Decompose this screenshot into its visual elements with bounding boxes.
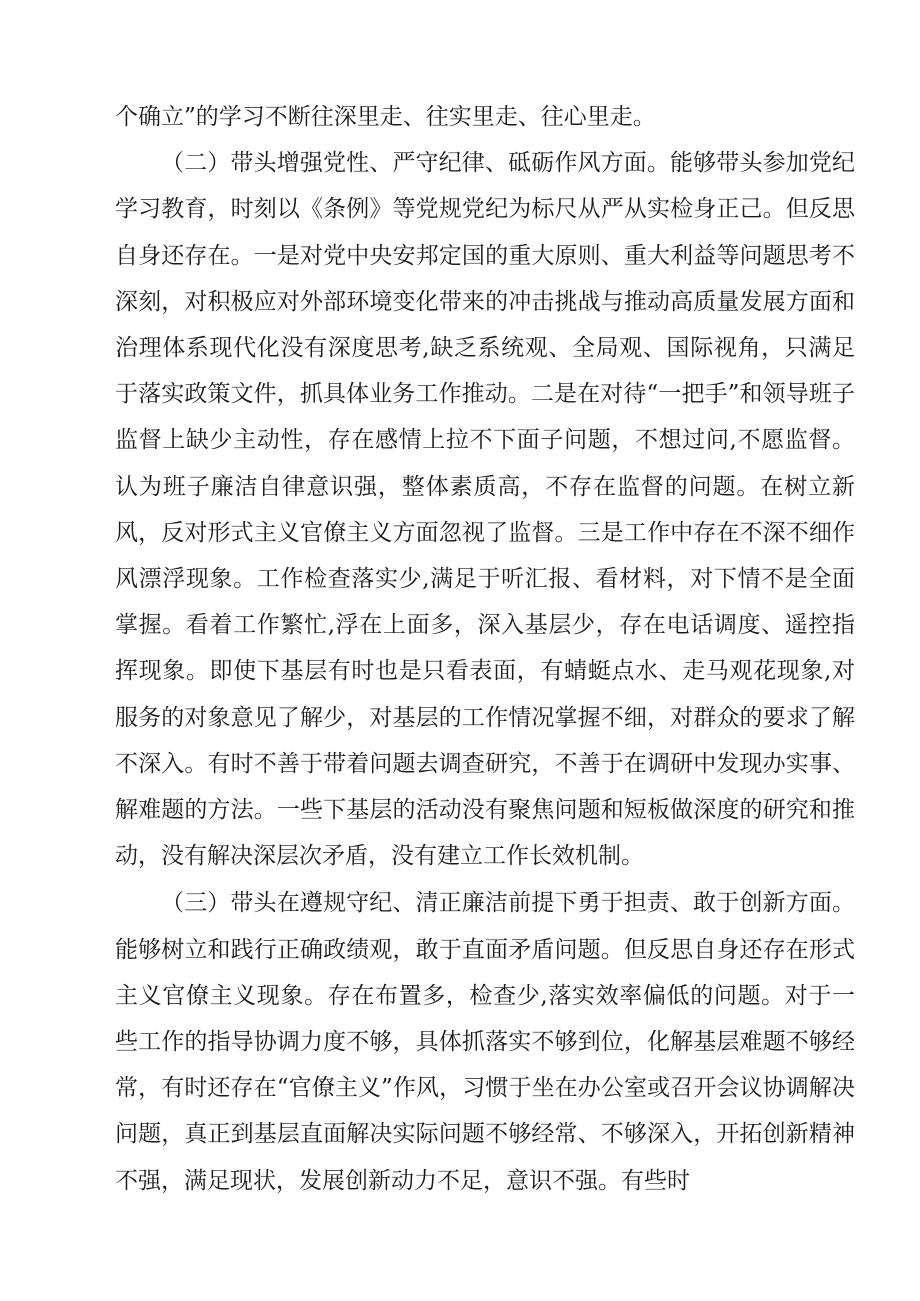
paragraph-continuation: 个确立”的学习不断往深里走、往实里走、往心里走。: [115, 104, 656, 130]
paragraph-section-three: （三）带头在遵规守纪、清正廉洁前提下勇于担责、敢于创新方面。能够树立和践行正确政绩观，敢于直面矛盾问题。但反思自身还存在形式主义官僚主义现象。存在布置多，检查少,落实效率偏低的问题。对于一些工作的指导协调力度不够，具体抓落实不够到位，化解基层难题不够经常，有时还存在“官僚主义”作风，习惯于坐在办公室或召开会议协调解决问题，真正到基层直面解决实际问题不够经常、不够深入，开拓创新精神不强，满足现状，发展创新动力不足，意识不强。有些时: [115, 890, 855, 1194]
paragraph-section-two: （二）带头增强党性、严守纪律、砥砺作风方面。能够带头参加党纪学习教育，时刻以《条例》等党规党纪为标尺从严从实检身正己。但反思自身还存在。一是对党中央安邦定国的重大原则、重大利益等问题思考不深刻，对积极应对外部环境变化带来的冲击挑战与推动高质量发展方面和治理体系现代化没有深度思考,缺乏系统观、全局观、国际视角，只满足于落实政策文件，抓具体业务工作推动。二是在对待“一把手”和领导班子监督上缺少主动性，存在感情上拉不下面子问题，不想过问,不愿监督。认为班子廉洁自律意识强，整体素质高，不存在监督的问题。在树立新风，反对形式主义官僚主义方面忽视了监督。三是工作中存在不深不细作风漂浮现象。工作检查落实少,满足于听汇报、看材料，对下情不是全面掌握。看着工作繁忙,浮在上面多，深入基层少，存在电话调度、遥控指挥现象。即使下基层有时也是只看表面，有蜻蜓点水、走马观花现象,对服务的对象意见了解少，对基层的工作情况掌握不细，对群众的要求了解不深入。有时不善于带着问题去调查研究，不善于在调研中发现办实事、解难题的方法。一些下基层的活动没有聚焦问题和短板做深度的研究和推动，没有解决深层次矛盾，没有建立工作长效机制。: [115, 150, 855, 870]
document-body: [115, 94, 855, 1204]
